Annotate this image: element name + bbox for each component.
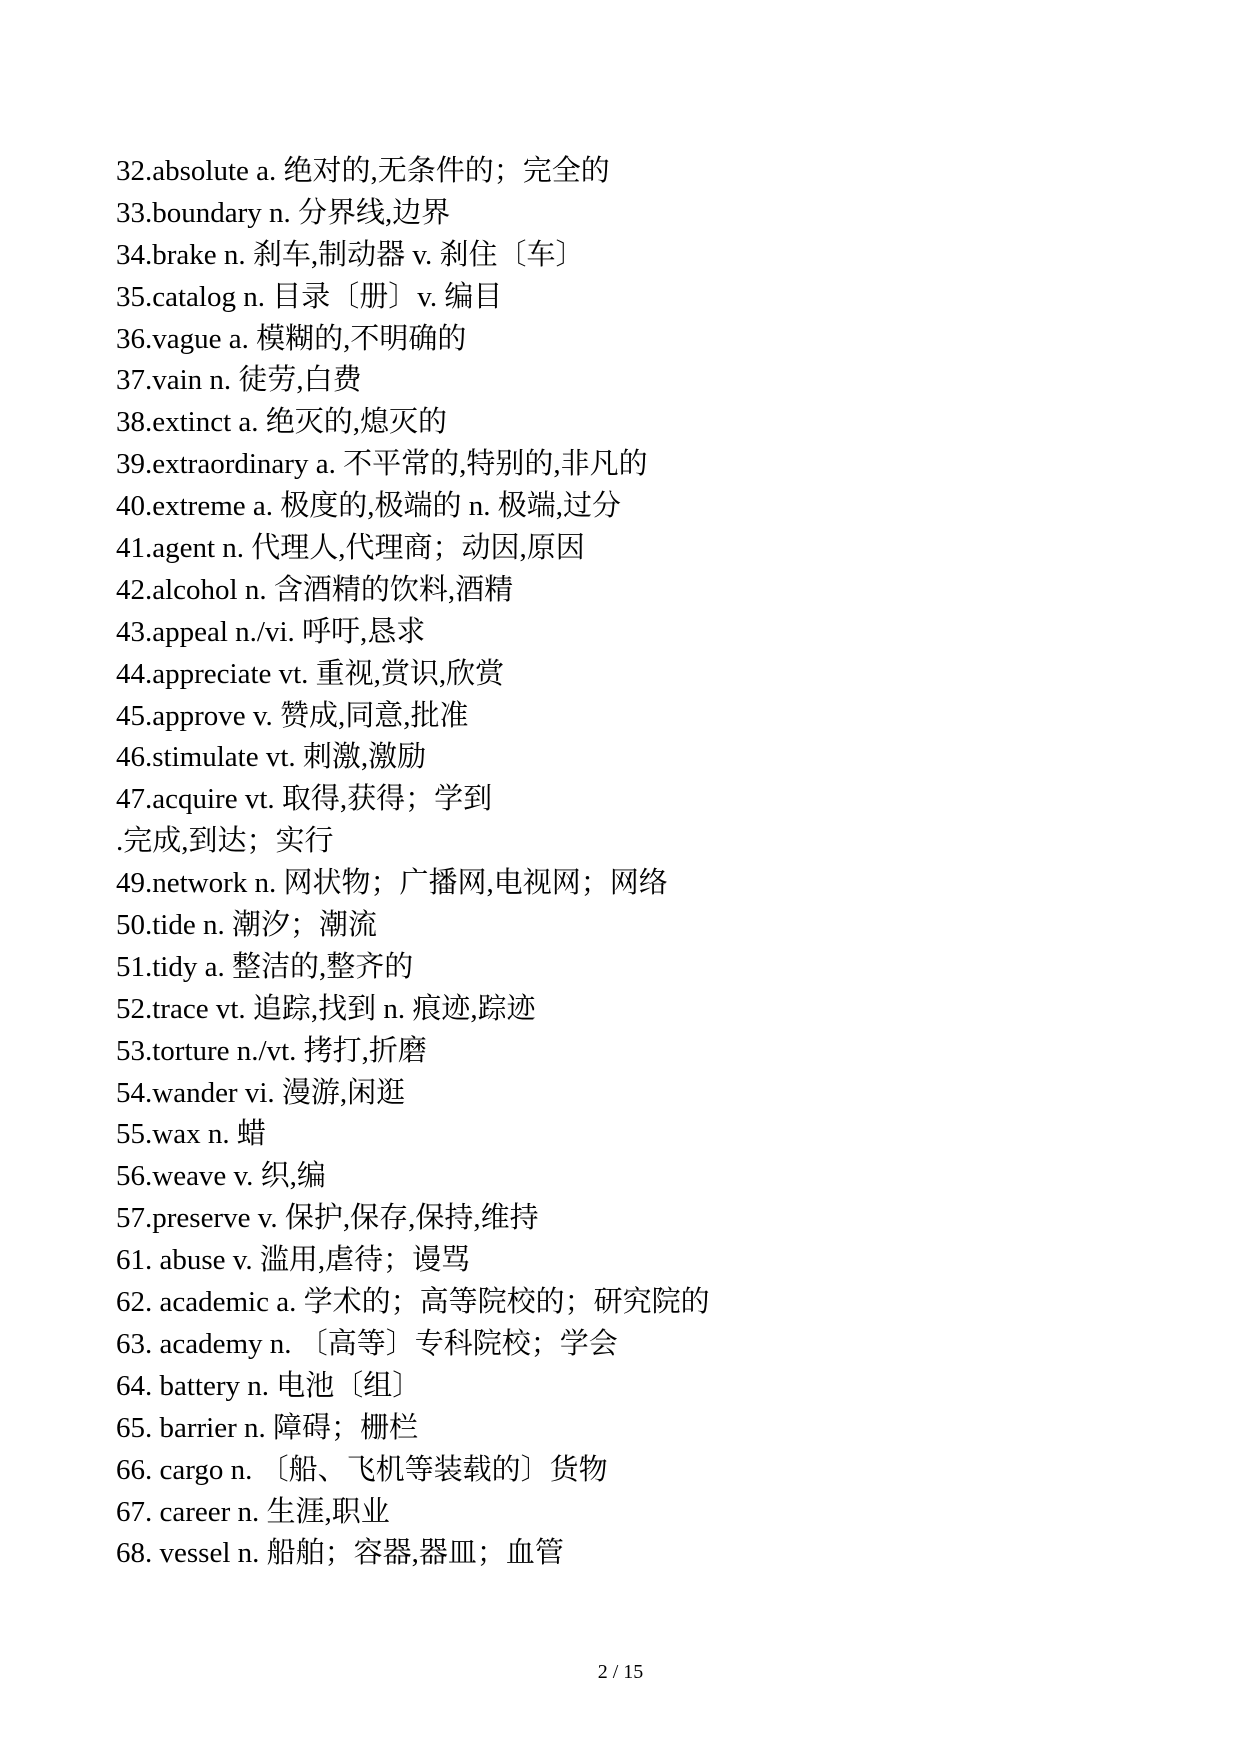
vocab-entry: 34.brake n. 刹车,制动器 v. 刹住〔车〕 [116, 238, 585, 271]
vocab-entry: 56.weave v. 织,编 [116, 1160, 326, 1193]
vocab-entry: 52.trace vt. 追踪,找到 n. 痕迹,踪迹 [116, 992, 536, 1025]
vocab-entry: 67. career n. 生涯,职业 [116, 1495, 390, 1528]
vocab-entry: 66. cargo n. 〔船、飞机等装载的〕货物 [116, 1453, 608, 1486]
vocab-entry: 50.tide n. 潮汐；潮流 [116, 909, 377, 942]
vocab-entry: 63. academy n. 〔高等〕专科院校；学会 [116, 1327, 618, 1360]
vocab-entry: 33.boundary n. 分界线,边界 [116, 196, 451, 229]
vocab-entry: 37.vain n. 徒劳,白费 [116, 364, 362, 397]
vocab-entry: 49.network n. 网状物；广播网,电视网；网络 [116, 867, 668, 900]
vocab-entry: 62. academic a. 学术的；高等院校的；研究院的 [116, 1286, 710, 1319]
vocabulary-list [116, 151, 710, 1575]
vocab-entry: 54.wander vi. 漫游,闲逛 [116, 1076, 406, 1109]
vocab-entry: 55.wax n. 蜡 [116, 1118, 266, 1151]
vocab-entry: 38.extinct a. 绝灭的,熄灭的 [116, 406, 448, 439]
vocab-entry: 36.vague a. 模糊的,不明确的 [116, 322, 467, 355]
vocab-entry: 40.extreme a. 极度的,极端的 n. 极端,过分 [116, 490, 622, 523]
vocab-entry: 39.extraordinary a. 不平常的,特别的,非凡的 [116, 448, 648, 481]
vocab-entry: 64. battery n. 电池〔组〕 [116, 1369, 422, 1402]
vocab-entry: 47.acquire vt. 取得,获得；学到 [116, 783, 493, 816]
vocab-entry: .完成,到达；实行 [116, 825, 334, 858]
vocab-entry: 46.stimulate vt. 刺激,激励 [116, 741, 427, 774]
vocab-entry: 51.tidy a. 整洁的,整齐的 [116, 950, 414, 983]
vocab-entry: 43.appeal n./vi. 呼吁,恳求 [116, 615, 426, 648]
vocab-entry: 68. vessel n. 船舶；容器,器皿；血管 [116, 1537, 564, 1570]
vocab-entry: 65. barrier n. 障碍；栅栏 [116, 1411, 419, 1444]
vocab-entry: 41.agent n. 代理人,代理商；动因,原因 [116, 532, 585, 565]
vocab-entry: 57.preserve v. 保护,保存,保持,维持 [116, 1202, 539, 1235]
vocab-entry: 35.catalog n. 目录〔册〕v. 编目 [116, 280, 503, 313]
vocab-entry: 44.appreciate vt. 重视,赏识,欣赏 [116, 657, 505, 690]
vocab-entry: 42.alcohol n. 含酒精的饮料,酒精 [116, 573, 514, 606]
vocab-entry: 53.torture n./vt. 拷打,折磨 [116, 1034, 427, 1067]
vocab-entry: 32.absolute a. 绝对的,无条件的；完全的 [116, 155, 610, 187]
vocab-entry: 45.approve v. 赞成,同意,批准 [116, 699, 469, 732]
page-number: 2 / 15 [597, 1661, 644, 1683]
vocab-entry: 61. abuse v. 滥用,虐待；谩骂 [116, 1244, 471, 1277]
